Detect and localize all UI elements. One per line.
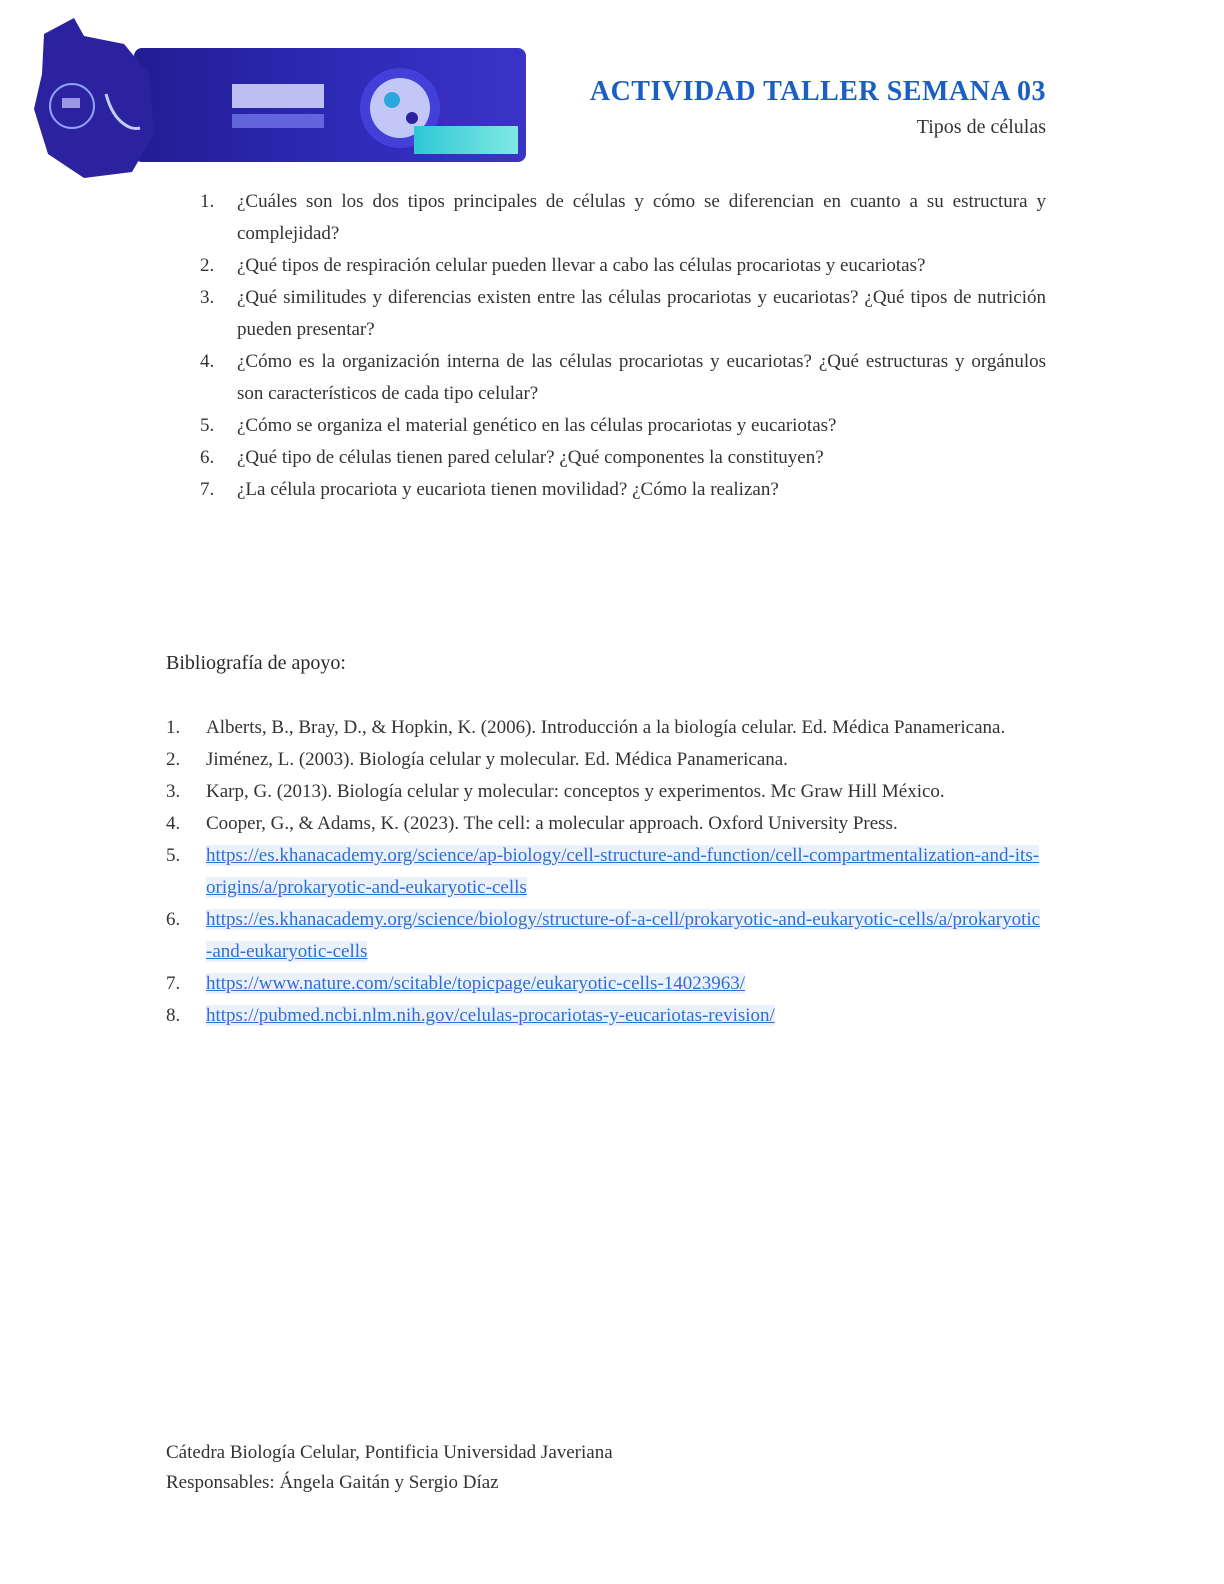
text-logo-icon bbox=[232, 84, 324, 128]
reference-list bbox=[166, 712, 1046, 1032]
page-subtitle: Tipos de células bbox=[916, 116, 1046, 138]
reference-link[interactable]: https://pubmed.ncbi.nlm.nih.gov/celulas-procariotas-y-eucariotas-revision/ bbox=[206, 1005, 775, 1026]
reference-item: 6. https://es.khanacademy.org/science/biology/structure-of-a-cell/prokaryotic-and-eukaryotic-cells/a/prokaryotic-and-eukaryotic-cells bbox=[166, 909, 1041, 962]
list-item: 5. ¿Cómo se organiza el material genético en las células procariotas y eucariotas? bbox=[200, 415, 837, 436]
reference-item: 5. https://es.khanacademy.org/science/ap-biology/cell-structure-and-function/cell-compartmentalization-and-its-origins/a/prokaryotic-and-eukaryotic-cells bbox=[166, 845, 1040, 898]
bibliography-heading: Bibliografía de apoyo: bbox=[166, 652, 346, 674]
page-title: ACTIVIDAD TALLER SEMANA 03 bbox=[589, 76, 1046, 107]
reference-item: 7. https://www.nature.com/scitable/topicpage/eukaryotic-cells-14023963/ bbox=[166, 973, 746, 994]
reference-item: 1. Alberts, B., Bray, D., & Hopkin, K. (2006). Introducción a la biología celular. Ed. Médica Panamericana. bbox=[166, 717, 1006, 738]
reference-item: 4. Cooper, G., & Adams, K. (2023). The cell: a molecular approach. Oxford University Press. bbox=[166, 813, 898, 834]
reference-link[interactable]: https://es.khanacademy.org/science/biology/structure-of-a-cell/prokaryotic-and-eukaryotic-cells/a/prokaryotic-and-eukaryotic-cells bbox=[206, 909, 1041, 962]
teal-accent bbox=[414, 126, 518, 154]
list-item: 6. ¿Qué tipo de células tienen pared celular? ¿Qué componentes la constituyen? bbox=[200, 447, 824, 468]
list-item: 3. ¿Qué similitudes y diferencias existen entre las células procariotas y eucariotas? ¿Qué tipos de nutrición pueden presentar? bbox=[200, 287, 1046, 340]
reference-link[interactable]: https://es.khanacademy.org/science/ap-biology/cell-structure-and-function/cell-compartmentalization-and-its-origins/a/prokaryotic-and-eukaryotic-cells bbox=[206, 845, 1040, 898]
reference-item: 8. https://pubmed.ncbi.nlm.nih.gov/celulas-procariotas-y-eucariotas-revision/ bbox=[166, 1005, 775, 1026]
list-item: 2. ¿Qué tipos de respiración celular pueden llevar a cabo las células procariotas y eucariotas? bbox=[200, 255, 926, 276]
footer-line: Cátedra Biología Celular, Pontificia Universidad Javeriana bbox=[166, 1442, 613, 1463]
document-header bbox=[560, 74, 1046, 142]
list-item: 4. ¿Cómo es la organización interna de las células procariotas y eucariotas? ¿Qué estructuras y orgánulos son característicos de cada tipo celular? bbox=[200, 351, 1046, 404]
reference-item: 3. Karp, G. (2013). Biología celular y molecular: conceptos y experimentos. Mc Graw Hill México. bbox=[166, 781, 945, 802]
document-footer bbox=[166, 1438, 1046, 1498]
header-banner bbox=[14, 14, 534, 184]
list-item: 1. ¿Cuáles son los dos tipos principales de células y cómo se diferencian en cuanto a su estructura y complejidad? bbox=[200, 191, 1046, 244]
footer-line: Responsables: Ángela Gaitán y Sergio Díaz bbox=[166, 1472, 499, 1493]
list-item: 7. ¿La célula procariota y eucariota tienen movilidad? ¿Cómo la realizan? bbox=[200, 479, 779, 500]
question-list bbox=[200, 186, 1046, 506]
reference-link[interactable]: https://www.nature.com/scitable/topicpage/eukaryotic-cells-14023963/ bbox=[206, 973, 746, 994]
reference-item: 2. Jiménez, L. (2003). Biología celular y molecular. Ed. Médica Panamericana. bbox=[166, 749, 788, 770]
